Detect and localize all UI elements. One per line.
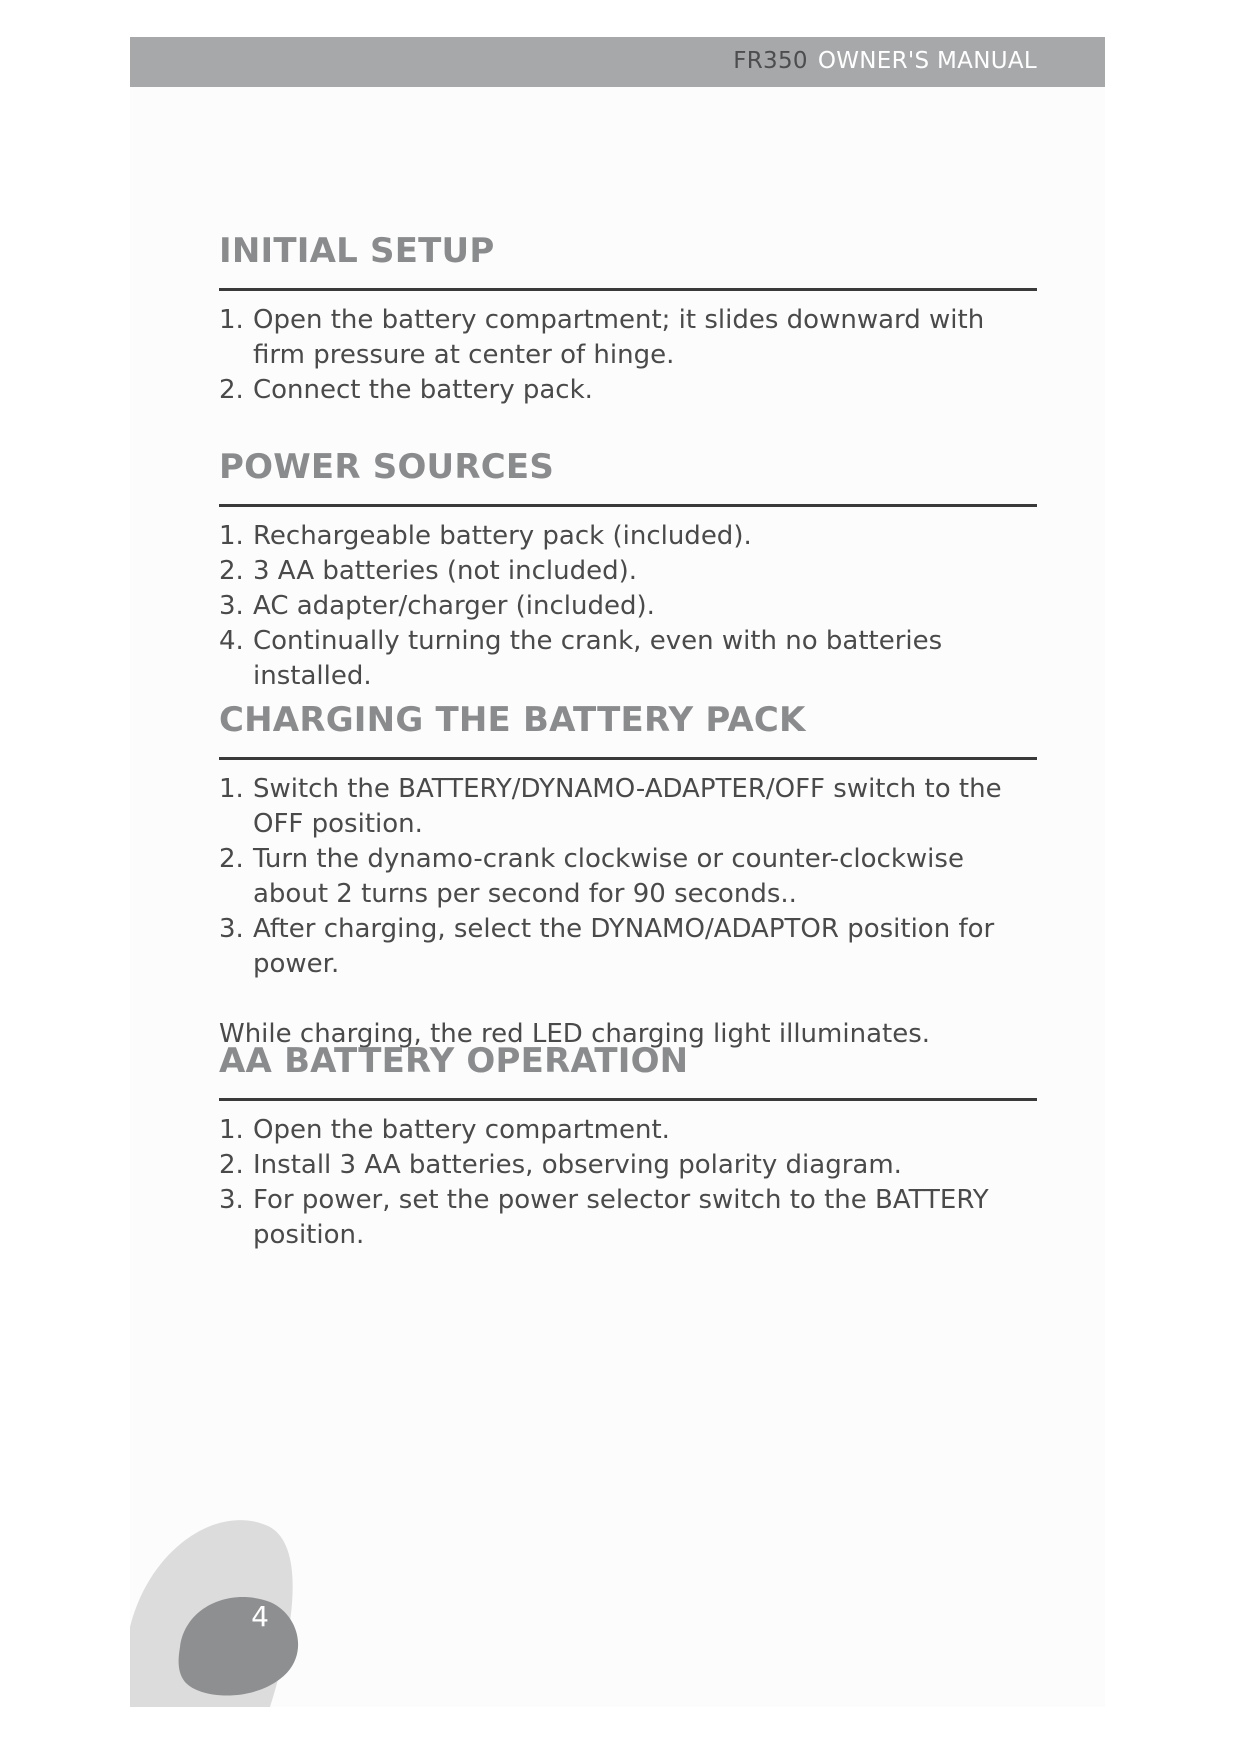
list-item-number: 1. — [219, 305, 244, 335]
list-item — [219, 1113, 1037, 1148]
header-bar — [130, 37, 1105, 87]
header-model: FR350 — [733, 48, 808, 74]
list-item-number: 3. — [219, 914, 244, 944]
list-item-text: Rechargeable battery pack (included). — [253, 521, 752, 551]
list-item-number: 1. — [219, 1115, 244, 1145]
section-heading: INITIAL SETUP — [219, 231, 495, 271]
section-heading: POWER SOURCES — [219, 447, 555, 487]
list-item-text: Switch the BATTERY/DYNAMO-ADAPTER/OFF switch to the OFF position. — [253, 774, 1002, 839]
list-item-number: 2. — [219, 556, 244, 586]
list-item-text: After charging, select the DYNAMO/ADAPTOR position for power. — [253, 914, 995, 979]
list-item — [219, 624, 1037, 694]
list-item-number: 4. — [219, 626, 244, 656]
header-text — [733, 48, 1037, 74]
manual-page — [130, 37, 1105, 1707]
list-item — [219, 842, 1037, 912]
section-divider — [219, 757, 1037, 760]
section-initial-setup — [219, 230, 1037, 408]
list-item — [219, 303, 1037, 373]
charging-note: While charging, the red LED charging light illuminates. — [219, 1019, 931, 1049]
list-item — [219, 1148, 1037, 1183]
list-item-number: 1. — [219, 521, 244, 551]
list-item-number: 2. — [219, 844, 244, 874]
list-item-number: 3. — [219, 591, 244, 621]
list-item-text: Open the battery compartment; it slides downward with firm pressure at center of hinge. — [253, 305, 985, 370]
list-item-text: Connect the battery pack. — [253, 375, 593, 405]
list-item — [219, 1183, 1037, 1253]
list-item-text: Continually turning the crank, even with no batteries installed. — [253, 626, 943, 691]
list-item-number: 3. — [219, 1185, 244, 1215]
list-item-text: 3 AA batteries (not included). — [253, 556, 638, 586]
section-charging-battery-pack — [219, 699, 1037, 1052]
corner-decoration — [130, 1507, 330, 1707]
list-item-text: Install 3 AA batteries, observing polarity diagram. — [253, 1150, 902, 1180]
section-power-sources — [219, 446, 1037, 694]
list-item — [219, 772, 1037, 842]
list-item-number: 2. — [219, 1150, 244, 1180]
list-item-number: 2. — [219, 375, 244, 405]
section-heading: AA BATTERY OPERATION — [219, 1041, 689, 1081]
numbered-list — [219, 772, 1037, 982]
page-number: 4 — [251, 1600, 269, 1633]
list-item-text: Open the battery compartment. — [253, 1115, 670, 1145]
list-item — [219, 912, 1037, 982]
list-item — [219, 373, 1037, 408]
list-item-text: For power, set the power selector switch to the BATTERY position. — [253, 1185, 989, 1250]
numbered-list — [219, 303, 1037, 408]
list-item — [219, 519, 1037, 554]
numbered-list — [219, 1113, 1037, 1253]
list-item-text: AC adapter/charger (included). — [253, 591, 655, 621]
numbered-list — [219, 519, 1037, 694]
section-aa-battery-operation — [219, 1040, 1037, 1253]
list-item — [219, 589, 1037, 624]
section-divider — [219, 288, 1037, 291]
list-item-number: 1. — [219, 774, 244, 804]
list-item — [219, 554, 1037, 589]
header-title: OWNER'S MANUAL — [817, 48, 1037, 74]
list-item-text: Turn the dynamo-crank clockwise or counter-clockwise about 2 turns per second for 90 seconds.. — [253, 844, 964, 909]
section-divider — [219, 504, 1037, 507]
section-divider — [219, 1098, 1037, 1101]
section-heading: CHARGING THE BATTERY PACK — [219, 700, 806, 740]
